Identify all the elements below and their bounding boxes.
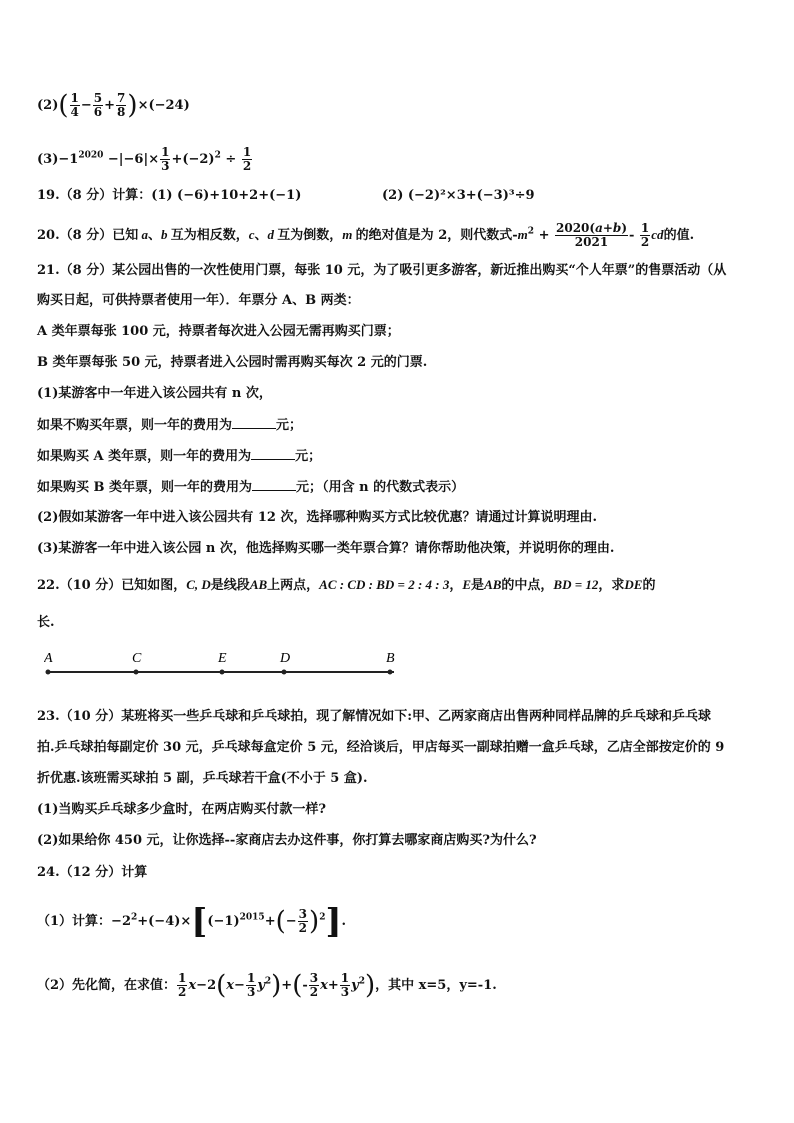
q23-text-4: (1)当购买乒乓球多少盒时，在两店购买付款一样? — [37, 802, 326, 817]
q21-text-7: 如果购买 A 类年票，则一年的费用为 — [37, 449, 252, 464]
q21-line10 — [37, 540, 614, 558]
q22-text-g: 的 — [642, 578, 656, 593]
q22-text-c: 上两点， — [267, 578, 320, 593]
frac-5-6: $\frac{5}{6}$ — [93, 91, 103, 119]
q23-line4 — [37, 801, 326, 819]
q21-line1 — [37, 262, 726, 280]
answer-blank[interactable] — [251, 447, 295, 460]
q22-text-f: ，求 — [598, 578, 625, 593]
point-b — [388, 670, 393, 675]
q21-text-4: B 类年票每张 50 元，持票者进入公园时需再购买每次 2 元的门票. — [37, 355, 428, 370]
point-c — [134, 670, 139, 675]
q18-2: (2)( $\frac{1}{4}$ − $\frac{5}{6}$ + $\frac{7}{8}$ )×(−24) — [37, 90, 190, 121]
q18-3: $(3)-1^{2020} -|-6|\times$ $\frac{1}{3}$ $+(-2)^2$ ÷ $\frac{1}{2}$ — [37, 145, 252, 173]
q21-text-2: 购买日起，可供持票者使用一年）．年票分 A、B 两类： — [37, 293, 360, 308]
answer-blank[interactable] — [232, 416, 276, 429]
q21-line6 — [37, 416, 302, 435]
q23-line3 — [37, 770, 368, 788]
q20-text-a: 20.（8 分）已知 — [37, 228, 139, 243]
q21-line7 — [37, 447, 321, 466]
q22-text-2: 长. — [37, 615, 55, 630]
point-d — [282, 670, 287, 675]
ratio: AC : CD : BD = 2 : 4 : 3 — [319, 577, 450, 592]
unit-yuan: 元； — [295, 449, 322, 464]
q24-text: 24.（12 分）计算 — [37, 865, 148, 880]
q21-line9 — [37, 509, 597, 527]
bd-eq: BD = 12 — [553, 577, 599, 592]
q21-line3 — [37, 323, 400, 341]
q23-text-2: 拍.乒乓球拍每副定价 30 元，乒乓球每盒定价 5 元，经洽谈后，甲店每买一副球拍赠一盒乒乓球，乙店全部按定价的 9 — [37, 740, 725, 755]
q21-text-8b: （用含 n 的代数式表示） — [322, 480, 465, 495]
q19-part2-text: (2) (−2)²×3+(−3)³÷9 — [382, 188, 535, 203]
q23-line5 — [37, 832, 537, 850]
var-ab: AB — [249, 577, 268, 592]
q20-text-d: 的绝对值是为 2，则代数式 — [355, 228, 513, 243]
frac-1-3: $\frac{1}{3}$ — [161, 145, 170, 173]
q21-text-1: 21.（8 分）某公园出售的一次性使用门票，每张 10 元，为了吸引更多游客，新近推出购买“个人年票”的售票活动（从 — [37, 263, 727, 278]
q21-text-10: (3)某游客一年中进入该公园 n 次，他选择购买哪一类年票合算？请你帮助他决策，并说明你的理由. — [37, 541, 615, 556]
var-a: a — [141, 227, 148, 242]
point-e — [220, 670, 225, 675]
q22-text-d: 是 — [471, 578, 485, 593]
q21-text-9: (2)假如某游客一年中进入该公园共有 12 次，选择哪种购买方式比较优惠？请通过计算说明理由. — [37, 510, 598, 525]
q22-line1: 22.（10 分）已知如图，C, D是线段AB上两点，AC : CD : BD = 2 : 4 : 3，E是AB的中点，BD = 12，求DE的 — [37, 577, 656, 593]
q23-text-5: (2)如果给你 450 元，让你选择--家商店去办这件事，你打算去哪家商店购买?为什么? — [37, 833, 537, 848]
q22-text-e: 的中点， — [501, 578, 554, 593]
point-a — [46, 670, 51, 675]
q18-3-label: (3) — [37, 152, 59, 167]
frac-half: $\frac{1}{2}$ — [640, 221, 650, 249]
q24-2: （2）先化简，在求值： $\frac{1}{2}$ x−2(x− $\frac{1}{3}$ $y^2)+(-$ $\frac{3}{2}$ x+ $\frac{1}{3}$ $y^2$)，其中 x=5，y=-1. — [37, 970, 497, 1001]
var-cd: C, D — [186, 577, 211, 592]
q21-line4 — [37, 354, 427, 372]
q23-text-1: 23.（10 分）某班将买一些乒乓球和乒乓球拍，现了解情况如下:甲、乙两家商店出售两种同样品牌的乒乓球和乒乓球 — [37, 709, 712, 724]
answer-blank[interactable] — [252, 478, 296, 491]
var-ab: AB — [484, 577, 502, 592]
q22-line2 — [37, 614, 55, 632]
q23-line1 — [37, 708, 711, 726]
q24-1: （1）计算：$-2^2+(-4)\times[(-1)^{2015}+(-$ $\frac{3}{2}$ )$^2$]. — [37, 901, 347, 942]
var-c: c — [248, 227, 255, 242]
segment-figure — [44, 648, 404, 688]
point-label-c: C — [132, 651, 142, 666]
point-label-d: D — [280, 651, 291, 666]
q21-line8 — [37, 478, 464, 497]
point-label-e: E — [218, 651, 227, 666]
q20-text-c: 互为倒数， — [277, 228, 343, 243]
q23-text-3: 折优惠.该班需买球拍 5 副，乒乓球若干盒(不小于 5 盒). — [37, 771, 368, 786]
var-de: DE — [624, 577, 643, 592]
point-label-b: B — [386, 651, 395, 666]
q21-line2 — [37, 292, 360, 310]
q18-2-label: (2) — [37, 98, 59, 113]
q21-text-3: A 类年票每张 100 元，持票者每次进入公园无需再购买门票； — [37, 324, 400, 339]
q24-1-label: （1）计算： — [37, 914, 112, 929]
q21-line5 — [37, 385, 272, 403]
q20-text-b: 互为相反数， — [170, 228, 249, 243]
q24-2-label: （2）先化简，在求值： — [37, 978, 177, 993]
q20: 20.（8 分）已知 a、b 互为相反数，c、d 互为倒数，m 的绝对值是为 2，则代数式$-m^2$ + $\frac{2020(a+b)}{2021}$ - $\frac{1}{2}$ cd的值. — [37, 221, 695, 249]
q21-text-6: 如果不购买年票，则一年的费用为 — [37, 418, 233, 433]
q24-2-tail: ，其中 x=5，y=-1. — [375, 978, 497, 993]
q23-line2 — [37, 739, 724, 757]
var-b: b — [160, 227, 168, 242]
q22-text-a: 22.（10 分）已知如图， — [37, 578, 187, 593]
unit-yuan: 元； — [296, 480, 323, 495]
var-d: d — [267, 227, 275, 242]
frac-1-2: $\frac{1}{2}$ — [242, 145, 252, 173]
unit-yuan: 元； — [276, 418, 303, 433]
q21-text-8: 如果购买 B 类年票，则一年的费用为 — [37, 480, 253, 495]
point-label-a: A — [44, 651, 53, 666]
frac-2020: $\frac{2020(a+b)}{2021}$ — [556, 221, 627, 249]
frac-1-4: $\frac{1}{4}$ — [70, 91, 79, 119]
q19-part2 — [382, 187, 535, 205]
frac-3-2: $\frac{3}{2}$ — [298, 907, 308, 935]
q24-title — [37, 864, 147, 882]
q21-text-5: (1)某游客中一年进入该公园共有 n 次， — [37, 386, 272, 401]
q22-text-b: 是线段 — [210, 578, 250, 593]
q19-part1: 19.（8 分）计算：(1) (−6)+10+2+(−1) — [37, 188, 302, 203]
q20-text-e: 的值. — [663, 228, 695, 243]
frac-7-8: $\frac{7}{8}$ — [117, 91, 126, 119]
var-e: E — [462, 577, 472, 592]
q19 — [37, 187, 301, 205]
var-m: m — [342, 227, 353, 242]
